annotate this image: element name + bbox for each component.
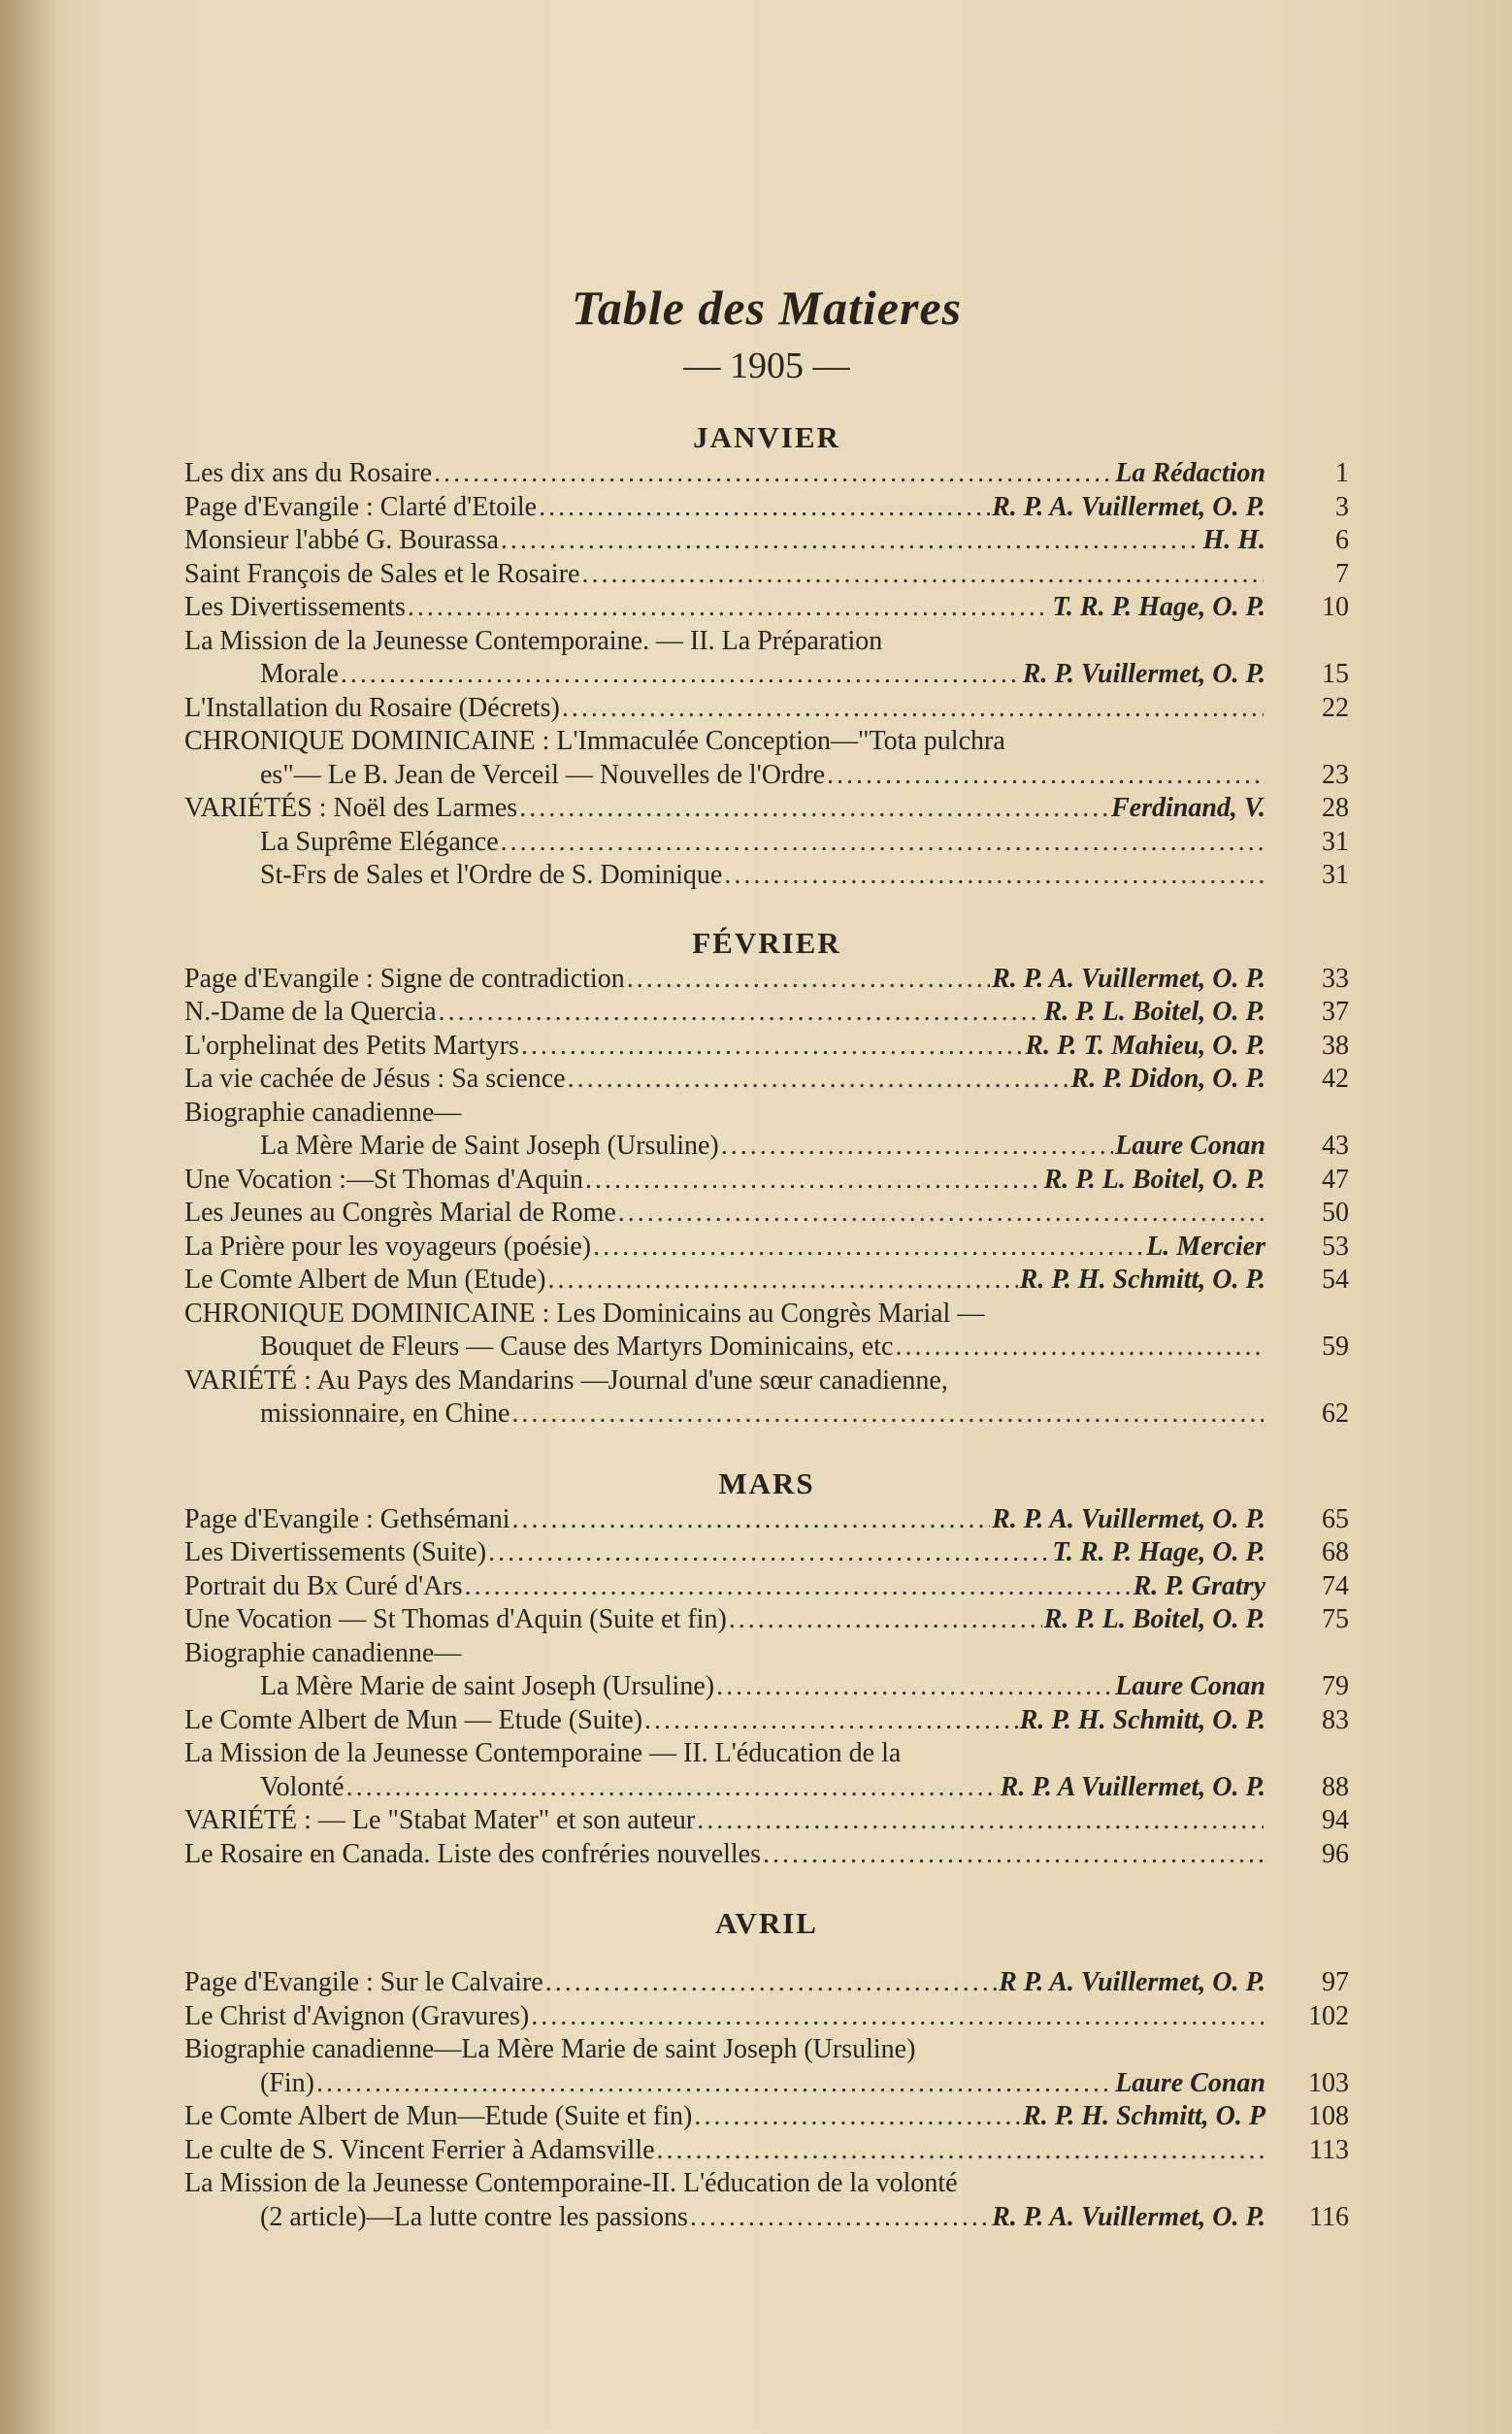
month-heading: FÉVRIER xyxy=(692,925,841,960)
dot-leader xyxy=(488,1536,1050,1570)
entry-page-number: 54 xyxy=(1322,1265,1349,1295)
toc-entry xyxy=(184,1503,1349,1537)
entry-page-number: 53 xyxy=(1322,1231,1349,1262)
entry-title: Biographie canadienne— xyxy=(184,1097,462,1128)
entry-author: H. H. xyxy=(1202,525,1265,555)
entry-author: La Rédaction xyxy=(1115,458,1265,488)
entry-page-number: 74 xyxy=(1322,1570,1349,1601)
entry-title: Biographie canadienne— xyxy=(184,1637,462,1668)
entry-page-number: 108 xyxy=(1308,2101,1349,2131)
entry-title: Les dix ans du Rosaire xyxy=(184,458,433,488)
entry-title: VARIÉTÉ : Au Pays des Mandarins —Journal d'une sœur canadienne, xyxy=(184,1365,948,1396)
entry-title: Page d'Evangile : Clarté d'Etoile xyxy=(184,491,538,522)
dot-leader xyxy=(721,1130,1113,1164)
toc-entry xyxy=(184,759,1349,793)
dot-leader xyxy=(434,457,1113,491)
entry-page-number: 50 xyxy=(1322,1198,1349,1228)
entry-page-number: 116 xyxy=(1309,2201,1349,2232)
entry-author: R. P. Gratry xyxy=(1133,1570,1265,1601)
toc-entry xyxy=(184,457,1349,491)
entry-author: Laure Conan xyxy=(1115,2067,1265,2098)
dot-leader xyxy=(827,759,1264,793)
toc-entry xyxy=(184,1771,1349,1805)
entry-author: R P. A. Vuillermet, O. P. xyxy=(999,1967,1265,1997)
entry-author: R. P. A. Vuillermet, O. P. xyxy=(992,491,1265,522)
entry-title: Volonté xyxy=(260,1771,345,1802)
entry-page-number: 65 xyxy=(1322,1503,1349,1534)
dot-leader xyxy=(521,1030,1023,1064)
entry-title: VARIÉTÉS : Noël des Larmes xyxy=(184,793,518,823)
entry-title: Biographie canadienne—La Mère Marie de saint Joseph (Ursuline) xyxy=(184,2034,916,2064)
entry-page-number: 88 xyxy=(1322,1771,1349,1802)
entry-title: Monsieur l'abbé G. Bourassa xyxy=(184,525,499,555)
entry-page-number: 47 xyxy=(1322,1164,1349,1195)
toc-entry xyxy=(184,1966,1349,2000)
toc-entry xyxy=(184,1804,1349,1838)
toc-entry xyxy=(184,524,1349,558)
entry-page-number: 6 xyxy=(1335,525,1349,555)
entry-title: Une Vocation :—St Thomas d'Aquin xyxy=(184,1164,584,1195)
dot-leader xyxy=(408,591,1051,625)
entry-title: (2 article)—La lutte contre les passions xyxy=(260,2201,688,2232)
month-section xyxy=(184,924,1349,1431)
toc-entry xyxy=(184,1637,1349,1671)
entry-title: Une Vocation — St Thomas d'Aquin (Suite et fin) xyxy=(184,1604,727,1634)
entry-title: La Mission de la Jeunesse Contemporaine. — II. La Préparation xyxy=(184,625,883,656)
dot-leader xyxy=(539,491,990,525)
toc-entry xyxy=(184,2033,1349,2067)
toc-entry xyxy=(184,692,1349,726)
entry-title: Saint François de Sales et le Rosaire xyxy=(184,558,580,589)
dot-leader xyxy=(512,1503,991,1537)
entry-page-number: 1 xyxy=(1335,458,1349,488)
entry-title: La Mère Marie de Saint Joseph (Ursuline) xyxy=(260,1131,719,1161)
toc-entry xyxy=(184,1264,1349,1298)
entry-page-number: 113 xyxy=(1309,2134,1349,2165)
entry-title: Le Comte Albert de Mun (Etude) xyxy=(184,1265,546,1295)
entry-author: L. Mercier xyxy=(1146,1231,1265,1262)
entry-title: Portrait du Bx Curé d'Ars xyxy=(184,1570,463,1601)
entry-author: R. P. Didon, O. P. xyxy=(1070,1064,1265,1094)
entry-page-number: 22 xyxy=(1322,692,1349,723)
dot-leader xyxy=(568,1063,1069,1097)
entry-author: R. P. A. Vuillermet, O. P. xyxy=(992,2201,1265,2232)
entry-title: Page d'Evangile : Signe de contradiction xyxy=(184,963,625,994)
dot-leader xyxy=(729,1603,1042,1637)
dot-leader xyxy=(581,558,1264,592)
month-heading: AVRIL xyxy=(715,1906,818,1940)
entry-author: R. P. T. Mahieu, O. P. xyxy=(1025,1030,1265,1061)
entry-author: R. P. H. Schmitt, O. P. xyxy=(1019,1704,1265,1735)
toc-entry xyxy=(184,996,1349,1030)
entry-page-number: 43 xyxy=(1322,1131,1349,1161)
entry-page-number: 7 xyxy=(1335,558,1349,589)
dot-leader xyxy=(618,1197,1264,1231)
months-container xyxy=(184,418,1349,2234)
entry-author: R. P. H. Schmitt, O. P. xyxy=(1019,1265,1265,1295)
table-of-contents xyxy=(184,277,1349,2234)
entry-page-number: 28 xyxy=(1322,793,1349,823)
dot-leader xyxy=(316,2067,1113,2101)
entry-author: R. P. Vuillermet, O. P. xyxy=(1022,659,1265,689)
toc-entry xyxy=(184,1130,1349,1164)
entry-page-number: 102 xyxy=(1308,2000,1349,2031)
entry-title: Le culte de S. Vincent Ferrier à Adamsville xyxy=(184,2134,655,2165)
entry-title: Le Rosaire en Canada. Liste des confréries nouvelles xyxy=(184,1838,762,1869)
entry-title: es"— Le B. Jean de Verceil — Nouvelles de l'Ordre xyxy=(260,759,825,790)
toc-entry xyxy=(184,792,1349,826)
toc-entry xyxy=(184,1570,1349,1604)
entry-title: Le Comte Albert de Mun—Etude (Suite et fin) xyxy=(184,2101,693,2131)
dot-leader xyxy=(547,1264,1017,1298)
dot-leader xyxy=(716,1670,1113,1704)
toc-entry xyxy=(184,2000,1349,2034)
entry-author: R. P. A Vuillermet, O. P. xyxy=(1000,1771,1265,1802)
dot-leader xyxy=(724,859,1264,893)
toc-entry xyxy=(184,658,1349,692)
toc-entry xyxy=(184,491,1349,525)
toc-entry xyxy=(184,558,1349,592)
dot-leader xyxy=(585,1164,1042,1198)
entry-page-number: 31 xyxy=(1322,826,1349,857)
entry-title: La Suprême Elégance xyxy=(260,826,499,857)
toc-entry xyxy=(184,826,1349,860)
month-section xyxy=(184,418,1349,893)
toc-entry xyxy=(184,1704,1349,1738)
toc-entry xyxy=(184,1331,1349,1365)
toc-entry xyxy=(184,1737,1349,1771)
toc-entry xyxy=(184,1197,1349,1231)
entry-page-number: 23 xyxy=(1322,759,1349,790)
entry-page-number: 42 xyxy=(1322,1064,1349,1094)
dot-leader xyxy=(694,2100,1021,2134)
entry-page-number: 31 xyxy=(1322,860,1349,890)
toc-entry xyxy=(184,1030,1349,1064)
entry-author: R. P. L. Boitel, O. P. xyxy=(1043,1604,1265,1634)
entry-title: VARIÉTÉ : — Le "Stabat Mater" et son auteur xyxy=(184,1805,696,1835)
toc-entry xyxy=(184,2134,1349,2168)
toc-entry xyxy=(184,1097,1349,1131)
entry-title: L'orphelinat des Petits Martyrs xyxy=(184,1030,519,1061)
entry-page-number: 68 xyxy=(1322,1537,1349,1567)
entry-page-number: 15 xyxy=(1322,659,1349,689)
entry-title: La Mère Marie de saint Joseph (Ursuline) xyxy=(260,1671,715,1701)
document-title: Table des Matieres xyxy=(571,280,963,335)
toc-entry xyxy=(184,1365,1349,1398)
dot-leader xyxy=(511,1398,1264,1431)
entry-page-number: 103 xyxy=(1308,2067,1349,2098)
toc-entry xyxy=(184,1063,1349,1097)
entry-author: T. R. P. Hage, O. P. xyxy=(1052,592,1265,622)
entry-author: R. P. A. Vuillermet, O. P. xyxy=(992,963,1265,994)
dot-leader xyxy=(545,1966,997,2000)
entry-title: Le Christ d'Avignon (Gravures) xyxy=(184,2000,530,2031)
month-heading: JANVIER xyxy=(693,420,840,454)
toc-entry xyxy=(184,1298,1349,1332)
entry-page-number: 3 xyxy=(1335,491,1349,522)
dot-leader xyxy=(690,2201,990,2235)
toc-entry xyxy=(184,1398,1349,1431)
toc-entry xyxy=(184,1670,1349,1704)
entry-title: Bouquet de Fleurs — Cause des Martyrs Dominicains, etc xyxy=(260,1332,894,1362)
entry-title: L'Installation du Rosaire (Décrets) xyxy=(184,692,560,723)
entry-page-number: 37 xyxy=(1322,997,1349,1027)
entry-author: R. P. L. Boitel, O. P. xyxy=(1043,997,1265,1027)
month-section xyxy=(184,1904,1349,2234)
dot-leader xyxy=(439,996,1042,1030)
toc-entry xyxy=(184,1164,1349,1198)
entry-title: Les Jeunes au Congrès Marial de Rome xyxy=(184,1198,616,1228)
entry-title: CHRONIQUE DOMINICAINE : L'Immaculée Conception—"Tota pulchra xyxy=(184,726,1005,756)
dot-leader xyxy=(501,826,1264,860)
entry-page-number: 10 xyxy=(1322,592,1349,622)
toc-entry xyxy=(184,591,1349,625)
dot-leader xyxy=(644,1704,1018,1738)
dot-leader xyxy=(627,963,990,997)
entry-page-number: 33 xyxy=(1322,963,1349,994)
month-section xyxy=(184,1464,1349,1872)
entry-title: La Mission de la Jeunesse Contemporaine-II. L'éducation de la volonté xyxy=(184,2168,958,2198)
entry-page-number: 96 xyxy=(1322,1838,1349,1869)
toc-entry xyxy=(184,2067,1349,2101)
entry-page-number: 38 xyxy=(1322,1030,1349,1061)
entry-title: Le Comte Albert de Mun — Etude (Suite) xyxy=(184,1704,643,1735)
entry-page-number: 83 xyxy=(1322,1704,1349,1735)
toc-entry xyxy=(184,1603,1349,1637)
toc-entry xyxy=(184,1838,1349,1872)
entry-title: St-Frs de Sales et l'Ordre de S. Dominique xyxy=(260,860,723,890)
entry-page-number: 97 xyxy=(1322,1967,1349,1997)
dot-leader xyxy=(341,658,1021,692)
entry-title: Les Divertissements (Suite) xyxy=(184,1537,487,1567)
toc-entry xyxy=(184,1536,1349,1570)
entry-author: Laure Conan xyxy=(1115,1671,1265,1701)
dot-leader xyxy=(763,1838,1264,1872)
entry-author: Ferdinand, V. xyxy=(1111,793,1265,823)
book-spine-shadow xyxy=(0,0,58,2434)
entry-title: Page d'Evangile : Sur le Calvaire xyxy=(184,1967,543,1997)
toc-entry xyxy=(184,725,1349,759)
entry-title: La vie cachée de Jésus : Sa science xyxy=(184,1064,566,1094)
entry-title: Morale xyxy=(260,659,339,689)
entry-title: Les Divertissements xyxy=(184,592,406,622)
dot-leader xyxy=(562,692,1264,726)
entry-page-number: 62 xyxy=(1322,1398,1349,1429)
entry-author: R. P. A. Vuillermet, O. P. xyxy=(992,1503,1265,1534)
entry-page-number: 94 xyxy=(1322,1805,1349,1835)
month-heading: MARS xyxy=(718,1465,815,1500)
dot-leader xyxy=(697,1804,1264,1838)
toc-entry xyxy=(184,625,1349,659)
entry-author: T. R. P. Hage, O. P. xyxy=(1052,1537,1265,1567)
dot-leader xyxy=(519,792,1109,826)
dot-leader xyxy=(465,1570,1132,1604)
toc-entry xyxy=(184,963,1349,997)
entry-title: N.-Dame de la Quercia xyxy=(184,997,437,1027)
dot-leader xyxy=(501,524,1201,558)
entry-author: R. P. L. Boitel, O. P. xyxy=(1043,1164,1265,1195)
entry-page-number: 79 xyxy=(1322,1671,1349,1701)
entry-title: Page d'Evangile : Gethsémani xyxy=(184,1503,510,1534)
toc-entry xyxy=(184,2167,1349,2201)
entry-page-number: 59 xyxy=(1322,1332,1349,1362)
entry-page-number: 75 xyxy=(1322,1604,1349,1634)
dot-leader xyxy=(657,2134,1264,2168)
toc-entry xyxy=(184,2100,1349,2134)
dot-leader xyxy=(895,1331,1264,1365)
year-heading: — 1905 — xyxy=(683,345,850,386)
toc-entry xyxy=(184,2201,1349,2235)
toc-entry xyxy=(184,859,1349,893)
entry-author: Laure Conan xyxy=(1115,1131,1265,1161)
entry-title: CHRONIQUE DOMINICAINE : Les Dominicains au Congrès Marial — xyxy=(184,1298,985,1329)
dot-leader xyxy=(593,1231,1144,1265)
entry-title: La Mission de la Jeunesse Contemporaine — II. L'éducation de la xyxy=(184,1738,902,1768)
toc-entry xyxy=(184,1231,1349,1265)
entry-author: R. P. H. Schmitt, O. P xyxy=(1023,2101,1265,2131)
entry-title: La Prière pour les voyageurs (poésie) xyxy=(184,1231,592,1262)
dot-leader xyxy=(531,2000,1264,2034)
entry-title: (Fin) xyxy=(260,2067,314,2098)
entry-title: missionnaire, en Chine xyxy=(260,1398,510,1429)
dot-leader xyxy=(346,1771,999,1805)
